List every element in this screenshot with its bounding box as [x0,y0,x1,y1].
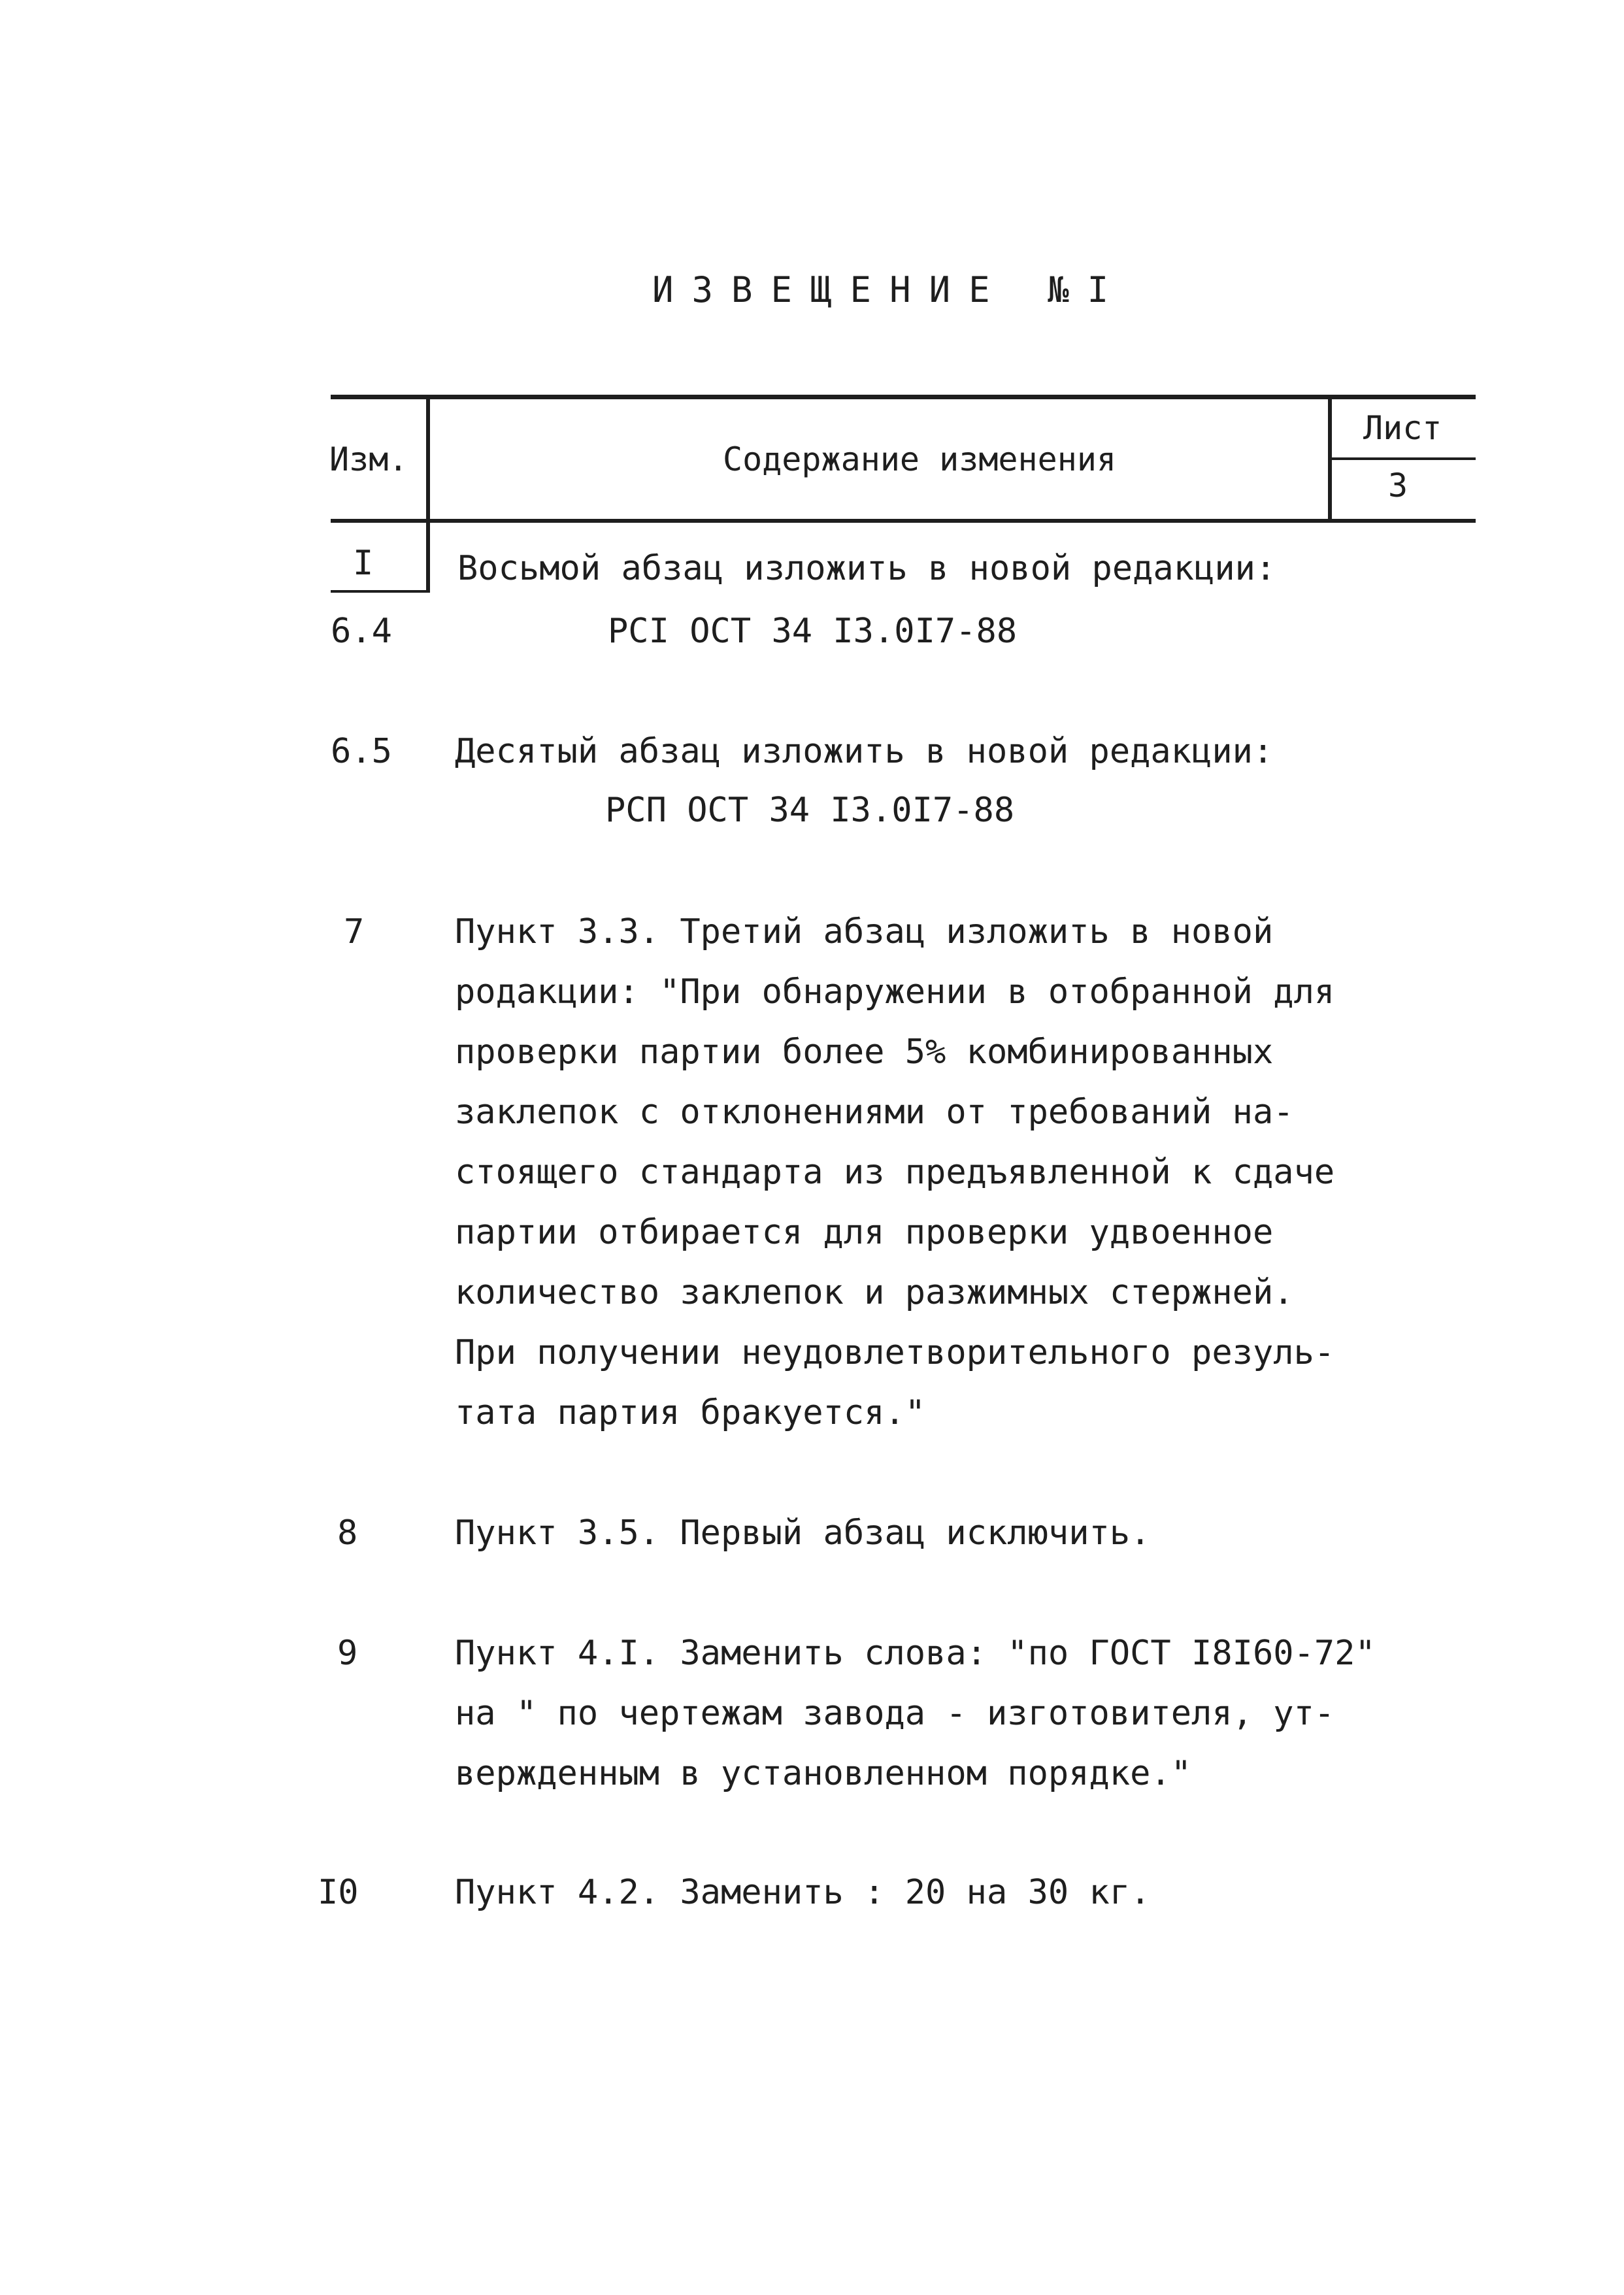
item-text-line: стоящего стандарта из предъявленной к сдаче [455,1153,1335,1192]
header-sheet-number: 3 [1388,467,1408,504]
table-sheet-column-rule [1328,395,1332,523]
item-text-line: Пункт 3.3. Третий абзац изложить в новой [455,912,1274,951]
table-top-rule [331,395,1476,399]
item-number: 8 [337,1513,358,1553]
item-text-line: тата партия бракуется." [455,1393,926,1432]
table-header-bottom-rule [331,519,1476,523]
item-text-line: Пункт 4.I. Заменить слова: "по ГОСТ I8I60-72" [455,1634,1376,1673]
item-text-line: количество заклепок и разжимных стержней. [455,1273,1294,1312]
item-text-line: При получении неудовлетворительного резуль- [455,1333,1335,1372]
item-number: 6.4 [331,612,392,651]
item-number: 9 [337,1634,358,1673]
item-text-line: проверки партии более 5% комбинированных [455,1032,1274,1072]
sheet-cell-divider [1331,457,1476,460]
item-text-line: вержденным в установленном порядке." [455,1754,1192,1793]
item-text-line: Восьмой абзац изложить в новой редакции: [457,549,1276,588]
item-text-line: РСП ОСТ 34 I3.0I7-88 [605,791,1015,830]
header-revision-label: Изм. [329,440,408,478]
item-text-line: Пункт 3.5. Первый абзац исключить. [455,1513,1151,1553]
header-sheet-label: Лист [1363,409,1442,447]
revision-number: I [353,544,374,583]
item-number: I0 [318,1873,359,1912]
header-content-label: Содержание изменения [723,440,1117,478]
item-number: 6.5 [331,732,392,771]
item-text-line: РСI ОСТ 34 I3.0I7-88 [608,612,1018,651]
item-text-line: партии отбирается для проверки удвоенное [455,1213,1274,1252]
item-text-line: родакции: "При обнаружении в отобранной для [455,972,1335,1012]
document-title: ИЗВЕЩЕНИЕ №I [652,269,1127,310]
item-number: 7 [344,912,365,951]
revision-underline [331,590,429,593]
item-text-line: Пункт 4.2. Заменить : 20 на 30 кг. [455,1873,1151,1912]
table-left-column-rule [426,395,430,593]
item-text-line: на " по чертежам завода - изготовителя, ут- [455,1694,1335,1733]
item-text-line: заклепок с отклонениями от требований на- [455,1093,1294,1132]
item-text-line: Десятый абзац изложить в новой редакции: [455,732,1274,771]
